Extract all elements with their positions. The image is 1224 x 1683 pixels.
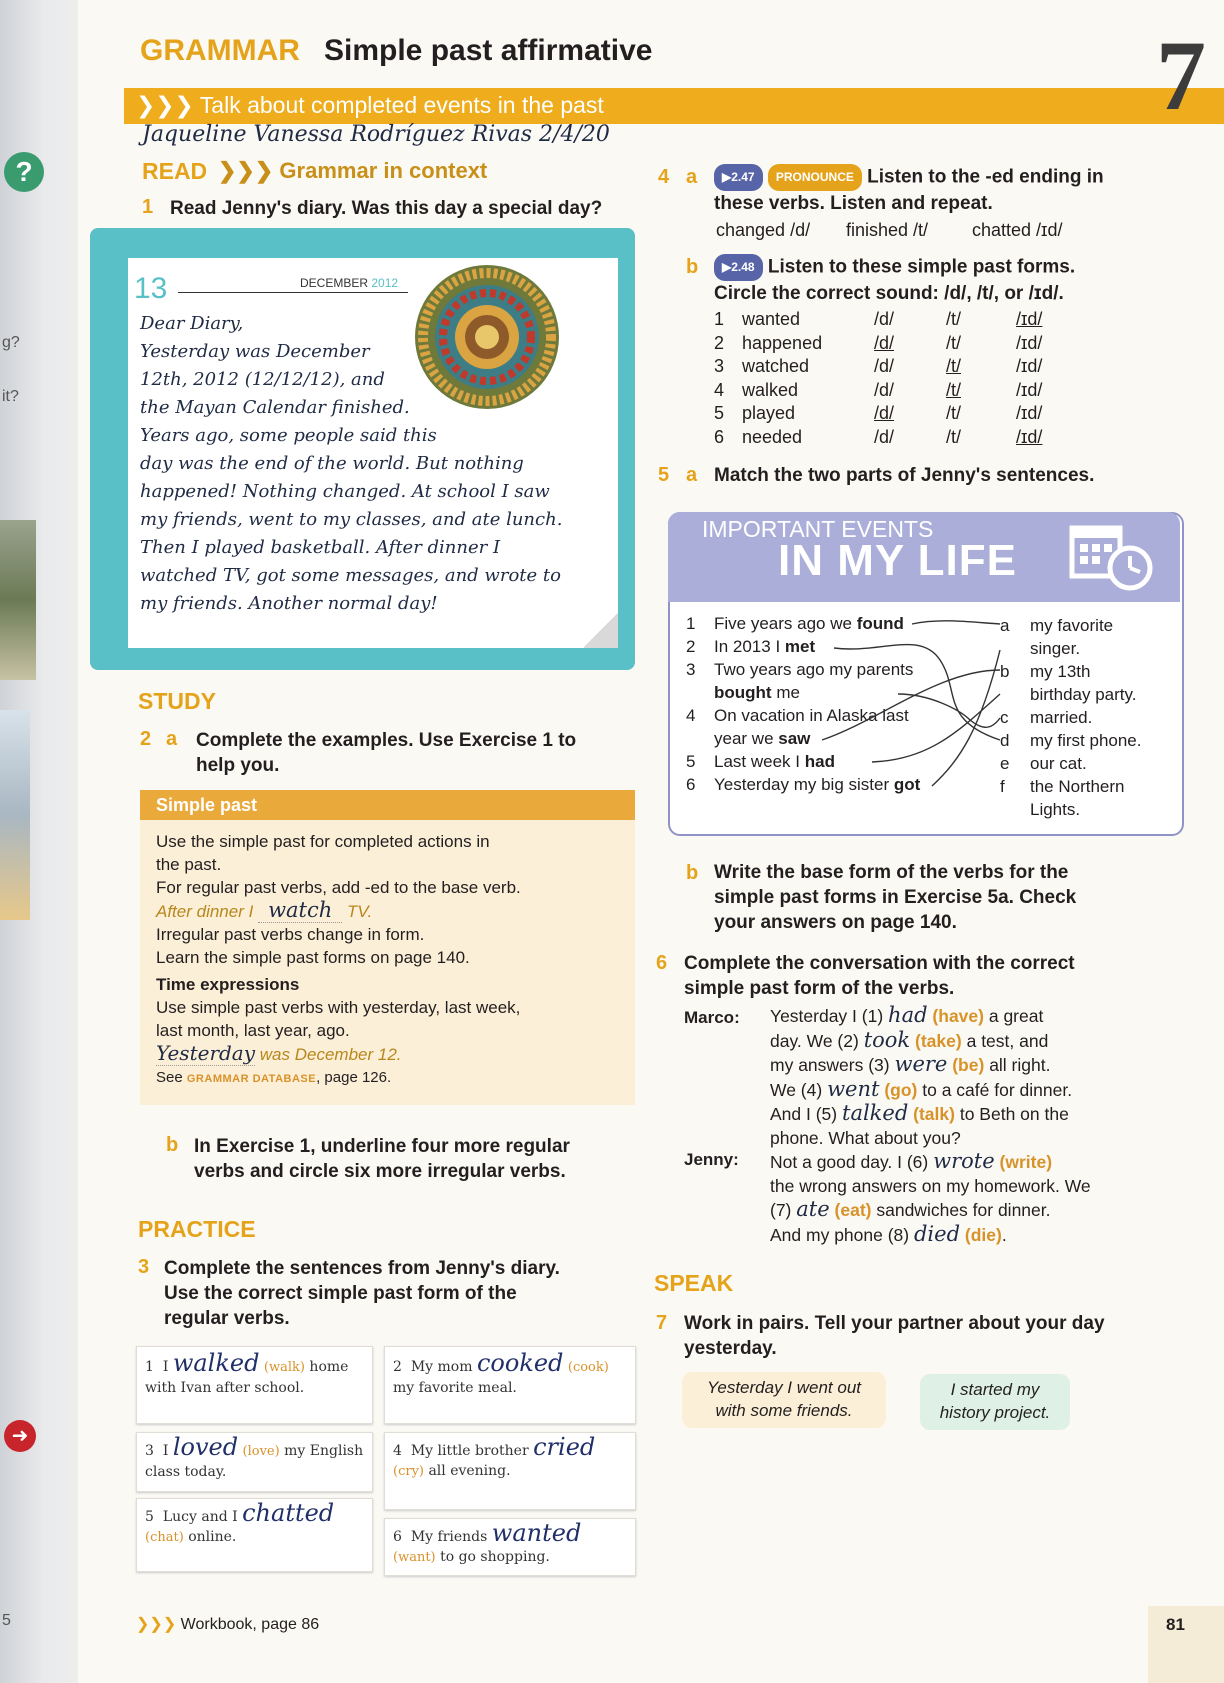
sound-option-selected[interactable]: /t/ xyxy=(946,379,962,400)
audio-track-label: 2.47 xyxy=(731,170,755,184)
option-letter: b xyxy=(1000,662,1010,681)
sound-option-selected[interactable]: /t/ xyxy=(946,356,962,376)
event-verb: bought xyxy=(714,683,772,702)
exercise-number: 1 xyxy=(142,196,154,218)
answer-field[interactable]: were xyxy=(894,1052,948,1076)
gutter-text: 5 xyxy=(2,1612,11,1629)
answer-field[interactable]: wanted xyxy=(491,1519,582,1547)
exercise-letter: a xyxy=(686,166,698,188)
option-letter: f xyxy=(1000,777,1005,796)
conversation-text: all right. xyxy=(989,1055,1051,1075)
exercise-number: 2 xyxy=(140,728,152,750)
sound-option-selected[interactable]: /ɪd/ xyxy=(1016,309,1043,329)
event-end-text: our cat. xyxy=(1030,754,1087,773)
sound-option[interactable]: /ɪd/ xyxy=(1016,379,1043,400)
verb-hint: (be) xyxy=(952,1055,985,1075)
diary-line: Dear Diary, xyxy=(140,313,244,334)
conversation-line xyxy=(770,1004,1190,1029)
match-line xyxy=(912,621,1000,624)
row-number: 5 xyxy=(686,752,696,771)
sound-option[interactable]: /t/ xyxy=(946,403,962,423)
grammar-label: GRAMMAR xyxy=(140,34,300,67)
bubble-line: I started my xyxy=(950,1380,1040,1399)
example-text: TV. xyxy=(347,902,373,921)
exercise-5b-instruction xyxy=(714,860,1076,935)
conversation-text: Not a good day. I (6) xyxy=(770,1152,929,1172)
event-end-text: Lights. xyxy=(1030,800,1081,819)
exercise-3-instruction xyxy=(164,1256,560,1331)
chevrons-icon: ❯❯❯ xyxy=(136,92,200,118)
event-end xyxy=(1000,729,1180,752)
practice-heading: PRACTICE xyxy=(138,1216,256,1242)
rule-line: For regular past verbs, add -ed to the base verb. xyxy=(156,878,521,897)
conversation-text: to Beth on the xyxy=(959,1104,1069,1124)
exercise-4b-instruction xyxy=(714,254,1194,306)
event-end-text: the Northern xyxy=(1030,777,1125,796)
card-text: My little brother xyxy=(410,1443,529,1459)
match-line xyxy=(898,694,1000,727)
sound-option[interactable]: /d/ xyxy=(874,379,895,400)
conversation-line: the wrong answers on my homework. We xyxy=(770,1175,1091,1196)
sound-option[interactable]: /t/ xyxy=(946,426,962,447)
example-line xyxy=(156,899,626,923)
exercise-letter: b xyxy=(166,1134,179,1156)
answer-field[interactable]: went xyxy=(827,1076,880,1101)
sound-option-selected[interactable]: /d/ xyxy=(874,332,895,353)
chevrons-icon: ❯❯❯ xyxy=(218,158,280,183)
event-end xyxy=(1000,752,1180,775)
conversation-line xyxy=(770,1102,1190,1127)
exercise-letter: a xyxy=(166,728,178,750)
sentence-card xyxy=(384,1518,636,1576)
student-name-handwritten: Jaqueline Vanessa Rodríguez Rivas 2/4/20 xyxy=(142,122,610,147)
arrow-icon: ➜ xyxy=(4,1420,36,1452)
audio-track-button[interactable]: ▶2.48 xyxy=(714,254,763,281)
sound-option[interactable]: /d/ xyxy=(874,356,895,376)
event-verb: met xyxy=(784,637,816,656)
instruction-line: Complete the sentences from Jenny's diary. xyxy=(164,1258,560,1279)
card-text: My friends xyxy=(410,1529,488,1545)
diary-line: watched TV, got some messages, and wrote to xyxy=(140,565,561,586)
page-title: Simple past affirmative xyxy=(324,34,653,67)
card-number: 2 xyxy=(393,1359,402,1375)
conversation-text: a great xyxy=(988,1006,1044,1026)
exercise-letter: a xyxy=(686,464,698,486)
diary-year: 2012 xyxy=(371,276,399,290)
event-end-text: my first phone. xyxy=(1030,731,1142,750)
sound-row xyxy=(714,308,1074,332)
answer-field[interactable]: loved xyxy=(172,1433,239,1461)
speaker-jenny: Jenny: xyxy=(684,1150,739,1169)
gutter-photo xyxy=(0,520,36,680)
sound-option[interactable]: /ɪd/ xyxy=(1016,332,1043,353)
event-text: Last week I xyxy=(714,752,800,771)
card-number: 5 xyxy=(145,1509,154,1525)
option-letter: a xyxy=(1000,616,1010,635)
answer-field[interactable]: cried xyxy=(533,1433,596,1461)
answer-field[interactable]: talked xyxy=(842,1101,909,1125)
answer-field[interactable]: ate xyxy=(796,1197,830,1221)
example-text: was December 12. xyxy=(259,1045,402,1064)
grammar-database-link[interactable]: GRAMMAR DATABASE xyxy=(186,1073,317,1085)
example-text: After dinner I xyxy=(156,902,254,921)
simple-past-box-title: Simple past xyxy=(140,790,635,820)
rule-line: Use simple past verbs with yesterday, last week, xyxy=(156,998,521,1017)
verb-hint: (write) xyxy=(999,1152,1053,1172)
rule-line: Use the simple past for completed actions in xyxy=(156,832,490,851)
example-sound-3: chatted /ɪd/ xyxy=(972,220,1063,240)
verb-hint: (go) xyxy=(884,1079,918,1100)
sound-option[interactable]: /d/ xyxy=(874,309,895,329)
verb-hint: (want) xyxy=(393,1550,436,1565)
unit-number: 7 xyxy=(1156,20,1206,131)
diary-line: my friends. Another normal day! xyxy=(140,593,438,614)
verb: played xyxy=(742,403,796,423)
sound-row xyxy=(714,379,1074,403)
conversation-line xyxy=(770,1078,1190,1103)
event-text: Two years ago my parents xyxy=(714,660,914,679)
conversation-line xyxy=(770,1150,1190,1175)
see-text: , page 126. xyxy=(316,1069,392,1086)
verb-hint: (cook) xyxy=(567,1360,609,1375)
bubble-line: Yesterday I went out xyxy=(706,1378,862,1397)
sound-row xyxy=(714,332,1074,356)
conversation-line xyxy=(770,1223,1190,1248)
verb-hint: (have) xyxy=(932,1006,984,1026)
instruction-line: verbs and circle six more irregular verbs. xyxy=(194,1161,566,1182)
instruction-line: these verbs. Listen and repeat. xyxy=(714,193,993,214)
verb-hint: (talk) xyxy=(913,1104,955,1124)
sound-row xyxy=(714,426,1074,450)
sound-option[interactable]: /ɪd/ xyxy=(1016,356,1043,376)
answer-field[interactable]: took xyxy=(863,1027,911,1052)
verb-hint: (eat) xyxy=(834,1200,872,1220)
card-text: Lucy and I xyxy=(162,1509,238,1525)
instruction-text: Listen to the -ed ending in xyxy=(867,166,1104,188)
event-end-text: married. xyxy=(1030,708,1093,727)
objective-text xyxy=(136,92,604,119)
instruction-line: regular verbs. xyxy=(164,1308,290,1329)
simple-past-rules xyxy=(156,830,626,1091)
gutter-text: it? xyxy=(2,388,19,405)
sentence-card xyxy=(384,1346,636,1424)
verb-hint: (take) xyxy=(915,1030,962,1051)
sound-option[interactable]: /ɪd/ xyxy=(1016,403,1043,423)
answer-field[interactable]: Yesterday xyxy=(156,1041,256,1065)
card-number: 1 xyxy=(145,1359,154,1375)
chevrons-icon: ❯❯❯ xyxy=(136,1616,181,1633)
conversation-text: day. We (2) xyxy=(770,1030,859,1051)
event-text: me xyxy=(776,683,800,702)
row-number: 3 xyxy=(686,660,696,679)
event-end-text: birthday party. xyxy=(1030,685,1137,704)
instruction-line xyxy=(714,164,1194,191)
card-text: online. xyxy=(188,1529,237,1545)
conversation-line xyxy=(770,1029,1190,1054)
diary-month xyxy=(300,276,398,290)
instruction-line: yesterday. xyxy=(684,1338,777,1359)
diary-line: Years ago, some people said this xyxy=(140,425,437,446)
exercise-4a-instruction xyxy=(714,164,1194,216)
sentence-card xyxy=(136,1346,373,1424)
conversation-text: (7) xyxy=(770,1200,792,1220)
instruction-line: simple past forms in Exercise 5a. Check xyxy=(714,887,1077,908)
answer-field[interactable]: walked xyxy=(172,1349,260,1377)
row-number: 4 xyxy=(686,706,696,725)
exercise-letter: b xyxy=(686,256,699,278)
time-expressions-heading: Time expressions xyxy=(156,975,300,994)
exercise-number: 6 xyxy=(656,952,668,974)
event-end xyxy=(1000,660,1180,706)
page-curl xyxy=(584,612,618,648)
event-text: year we xyxy=(714,729,774,748)
match-line xyxy=(872,694,1000,762)
verb-hint: (walk) xyxy=(263,1360,305,1375)
exercise-6-instruction xyxy=(684,951,1075,1001)
row-number: 3 xyxy=(714,356,725,376)
instruction-line xyxy=(714,254,1194,281)
row-number: 1 xyxy=(686,614,696,633)
exercise-5a-instruction: Match the two parts of Jenny's sentences. xyxy=(714,465,1095,486)
verb: happened xyxy=(742,332,823,353)
page-number: 81 xyxy=(1166,1615,1185,1634)
diary-line: the Mayan Calendar finished. xyxy=(140,397,410,418)
sound-option-selected[interactable]: /d/ xyxy=(874,403,895,423)
example-sound-1: changed /d/ xyxy=(716,220,811,240)
exercise-letter: b xyxy=(686,862,699,884)
bubble-line: history project. xyxy=(939,1403,1051,1422)
exercise-1-instruction: Read Jenny's diary. Was this day a special day? xyxy=(170,198,603,219)
row-number: 1 xyxy=(714,309,725,329)
diary-line: 12th, 2012 (12/12/12), and xyxy=(140,369,385,390)
exercise-2a-instruction xyxy=(196,728,576,778)
sound-row xyxy=(714,355,1074,379)
verb: needed xyxy=(742,426,803,447)
conversation-line xyxy=(770,1053,1190,1078)
verb: watched xyxy=(742,356,810,376)
matching-lines xyxy=(820,610,1010,800)
workbook-reference xyxy=(136,1614,319,1634)
card-text: home with Ivan after school. xyxy=(145,1359,349,1396)
conversation-text: sandwiches for dinner. xyxy=(876,1200,1051,1220)
audio-track-label: 2.48 xyxy=(731,260,755,274)
event-verb: got xyxy=(893,775,921,794)
event-end-text: my favorite xyxy=(1030,616,1114,635)
sound-row xyxy=(714,402,1074,426)
card-number: 6 xyxy=(393,1529,402,1545)
read-subheading-label: Grammar in context xyxy=(279,158,488,183)
answer-field[interactable]: had xyxy=(888,1003,928,1027)
exercise-number: 4 xyxy=(658,166,670,188)
row-number: 6 xyxy=(686,775,696,794)
speak-heading: SPEAK xyxy=(654,1270,734,1296)
sentence-card xyxy=(136,1432,373,1492)
answer-field[interactable]: chatted xyxy=(242,1499,335,1527)
gutter-text: g? xyxy=(2,334,20,351)
sentence-card xyxy=(384,1432,636,1510)
question-icon: ? xyxy=(4,152,44,192)
see-reference xyxy=(156,1066,626,1091)
option-letter: c xyxy=(1000,708,1009,727)
answer-field[interactable]: wrote xyxy=(933,1149,995,1173)
verb-hint: (chat) xyxy=(145,1530,184,1545)
event-end-text: singer. xyxy=(1030,639,1081,658)
event-verb: saw xyxy=(778,729,811,748)
event-text: Yesterday my big sister xyxy=(714,775,890,794)
sound-option[interactable]: /d/ xyxy=(874,426,895,447)
speaker-marco: Marco: xyxy=(684,1008,740,1027)
events-title-2: IN MY LIFE xyxy=(778,536,1017,585)
example-sound-2: finished /t/ xyxy=(846,220,929,240)
card-text: my favorite meal. xyxy=(393,1380,517,1396)
row-number: 5 xyxy=(714,403,725,423)
verb-hint: (love) xyxy=(242,1444,280,1459)
card-text: My mom xyxy=(410,1359,473,1375)
instruction-line: Use the correct simple past form of the xyxy=(164,1283,517,1304)
instruction-line: Complete the examples. Use Exercise 1 to xyxy=(196,730,577,751)
instruction-line: Work in pairs. Tell your partner about your day xyxy=(684,1313,1105,1334)
diary-line: Yesterday was December xyxy=(140,341,370,362)
card-number: 3 xyxy=(145,1443,154,1459)
rule-line: Irregular past verbs change in form. xyxy=(156,925,425,944)
conversation-text: And my phone (8) xyxy=(770,1224,910,1245)
instruction-line: simple past form of the verbs. xyxy=(684,978,955,999)
answer-field[interactable]: died xyxy=(913,1221,961,1246)
diary-date-line xyxy=(178,292,408,293)
event-text: On vacation in Alaska last xyxy=(714,706,909,725)
gutter-photo-2 xyxy=(0,710,30,920)
sound-option[interactable]: /t/ xyxy=(946,309,962,329)
rule-line: the past. xyxy=(156,855,222,874)
conversation xyxy=(770,1004,1190,1247)
events-title-1: IMPORTANT EVENTS xyxy=(702,516,934,542)
row-number: 2 xyxy=(714,332,725,353)
rule-line: last month, last year, ago. xyxy=(156,1021,350,1040)
study-heading: STUDY xyxy=(138,688,216,714)
diary-line: day was the end of the world. But nothing xyxy=(140,453,524,474)
sound-option[interactable]: /t/ xyxy=(946,332,962,353)
conversation-text: a test, and xyxy=(966,1030,1049,1051)
row-number: 4 xyxy=(714,379,725,400)
instruction-line: help you. xyxy=(196,755,280,776)
event-end xyxy=(1000,614,1180,660)
card-text: I xyxy=(162,1359,169,1375)
card-text: all evening. xyxy=(428,1463,511,1479)
instruction-line: your answers on page 140. xyxy=(714,912,957,933)
speech-bubble-2 xyxy=(920,1374,1070,1430)
exercise-2b-instruction xyxy=(194,1134,570,1184)
verb: wanted xyxy=(742,309,801,329)
verb: walked xyxy=(742,379,799,400)
verb-hint: (cry) xyxy=(393,1464,424,1479)
event-text: In 2013 I xyxy=(714,637,781,656)
sound-option-selected[interactable]: /ɪd/ xyxy=(1016,426,1043,447)
diary-line: happened! Nothing changed. At school I saw xyxy=(140,481,550,502)
answer-field[interactable]: cooked xyxy=(476,1349,564,1377)
conversation-text: my answers (3) xyxy=(770,1055,890,1075)
conversation-line: phone. What about you? xyxy=(770,1127,961,1148)
diary-day: 13 xyxy=(134,272,168,305)
audio-track-button[interactable]: ▶2.47 xyxy=(714,164,763,191)
card-text: to go shopping. xyxy=(440,1549,550,1565)
conversation-text: And I (5) xyxy=(770,1104,838,1124)
event-end-text: my 13th xyxy=(1030,662,1091,681)
calendar-clock-icon xyxy=(1068,518,1158,592)
row-number: 2 xyxy=(686,637,696,656)
exercise-7-instruction xyxy=(684,1311,1105,1361)
row-number: 6 xyxy=(714,426,725,447)
sound-table xyxy=(714,308,1074,449)
card-text: my English class today. xyxy=(145,1443,364,1480)
diary-line: my friends, went to my classes, and ate lunch. xyxy=(140,509,563,530)
speech-bubble-1 xyxy=(682,1372,886,1428)
conversation-text: to a café for dinner. xyxy=(922,1079,1073,1100)
exercise-number: 5 xyxy=(658,464,670,486)
diary-text xyxy=(140,310,580,618)
exercise-number: 3 xyxy=(138,1256,150,1278)
example-line xyxy=(156,1042,626,1066)
right-column xyxy=(1000,614,1180,821)
event-text: Five years ago we xyxy=(714,614,852,633)
conversation-line xyxy=(770,1198,1190,1223)
conversation-text: . xyxy=(1001,1224,1007,1245)
card-number: 4 xyxy=(393,1443,402,1459)
diary-month-label: DECEMBER xyxy=(300,276,369,290)
objective-label: Talk about completed events in the past xyxy=(199,92,604,118)
conversation-text: We (4) xyxy=(770,1079,823,1100)
conversation-text: Yesterday I (1) xyxy=(770,1006,884,1026)
answer-field[interactable]: watch xyxy=(258,898,342,923)
card-text: I xyxy=(162,1443,169,1459)
event-end xyxy=(1000,775,1180,821)
verb-hint: (die) xyxy=(964,1224,1002,1245)
workbook-link[interactable]: Workbook, page 86 xyxy=(180,1616,320,1633)
bubble-line: with some friends. xyxy=(715,1401,853,1420)
diary-line: Then I played basketball. After dinner I xyxy=(140,537,501,558)
instruction-text: Listen to these simple past forms. xyxy=(767,256,1076,278)
read-subheading xyxy=(218,158,487,184)
read-heading: READ xyxy=(142,158,208,184)
page-number-box xyxy=(1148,1606,1224,1683)
event-verb: had xyxy=(804,752,835,771)
option-letter: d xyxy=(1000,731,1010,750)
see-text: See xyxy=(156,1069,183,1086)
instruction-line: Complete the conversation with the correct xyxy=(684,953,1075,974)
instruction-line: In Exercise 1, underline four more regular xyxy=(194,1136,570,1157)
exercise-number: 7 xyxy=(656,1312,668,1334)
event-verb: found xyxy=(856,614,904,633)
option-letter: e xyxy=(1000,754,1010,773)
event-end xyxy=(1000,706,1180,729)
pronounce-badge: PRONOUNCE xyxy=(768,164,862,191)
sentence-card xyxy=(136,1498,373,1572)
instruction-line: Write the base form of the verbs for the xyxy=(714,862,1069,883)
rule-line: Learn the simple past forms on page 140. xyxy=(156,948,470,967)
instruction-line: Circle the correct sound: /d/, /t/, or /ɪd/. xyxy=(714,283,1064,304)
